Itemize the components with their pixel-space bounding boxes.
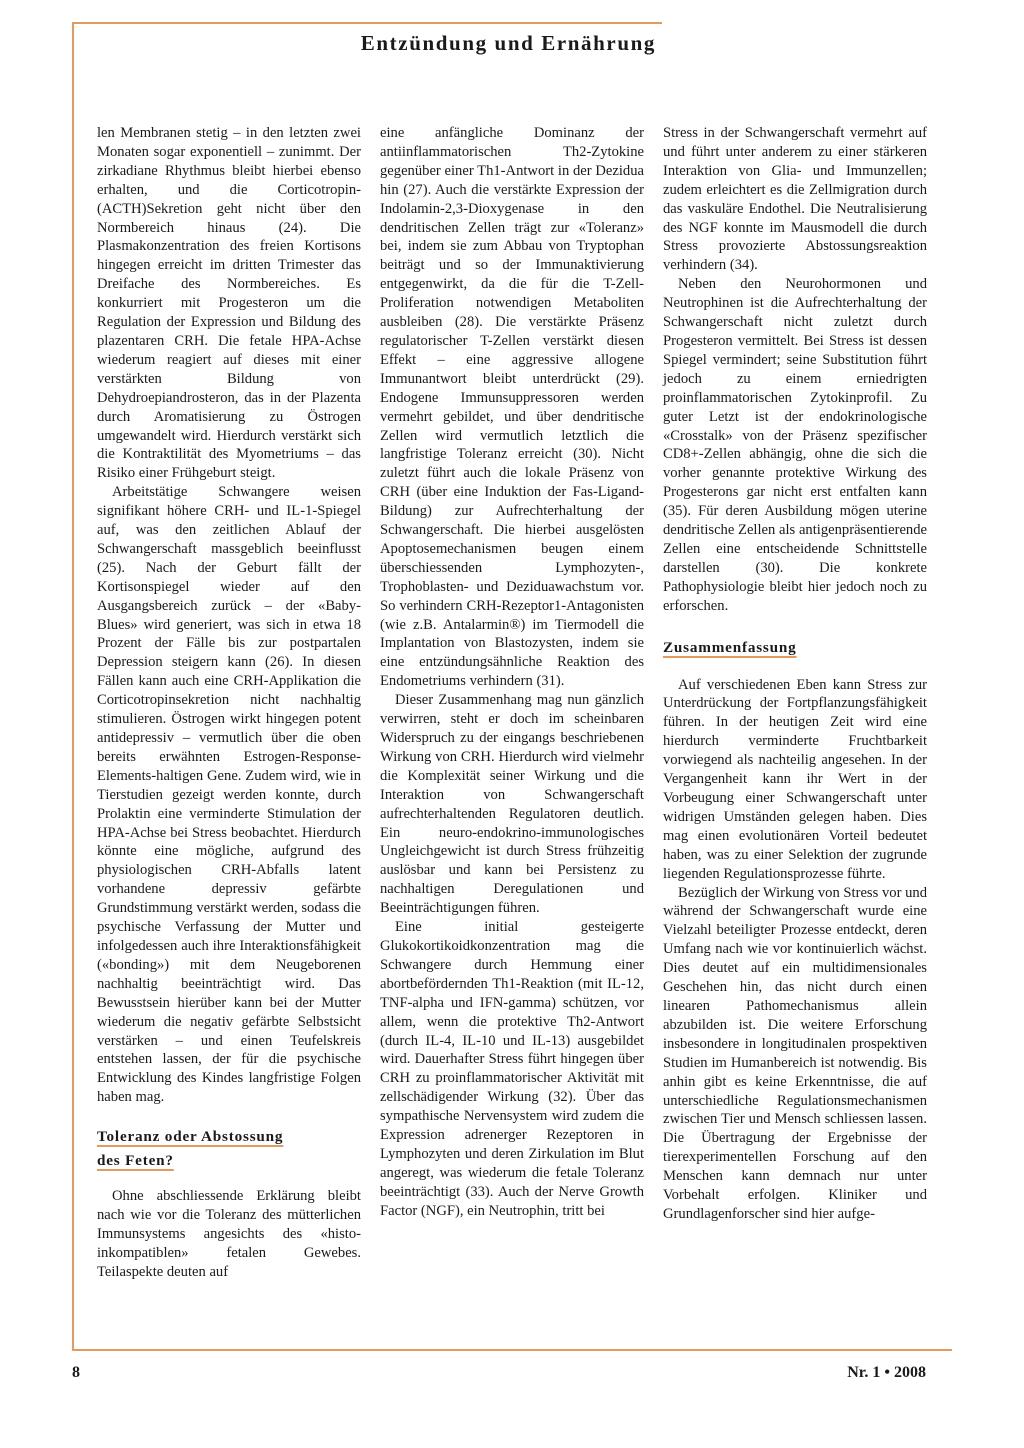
paragraph: Bezüglich der Wirkung von Stress vor und während der Schwangerschaft wurde eine Vielzahl beteiligter Prozesse entdeckt, deren Umfang nach wie vor kontinuierlich wächst. Dies deutet auf ein multidimensionales Geschehen hin, das nicht durch einen linearen Pathomechanismus allein abzubilden ist. Die weitere Erforschung insbesondere in longitudinalen prospektiven Studien im Humanbereich ist notwendig. Bis anhin gibt es keine Erkenntnisse, die auf unterschiedliche Regulationsmechanismen zwischen Tier und Mensch schliessen lassen. Die Übertragung der Ergebnisse der tierexperimentellen Forschung auf den Menschen kann demnach nur unter Vorbehalt erfolgen. Kliniker und Grundlagenforscher sind hier aufge- bbox=[663, 884, 927, 1222]
frame-top-rule bbox=[72, 22, 662, 24]
frame-left-rule bbox=[72, 22, 74, 1350]
running-header-title: Entzündung und Ernährung bbox=[360, 31, 656, 55]
paragraph: Eine initial gesteigerte Glukokortikoidkonzentration mag die Schwangere durch Hemmung einer abortbefördernden Th1-Reaktion (mit IL-12, TNF-alpha und IFN-gamma) schützen, vor allem, wenn die protektive Th2-Antwort (durch IL-4, IL-10 und IL-13) ausgebildet wird. Dauerhafter Stress führt hingegen über CRH zu proinflammatorischer Aktivität mit zellschädigender Wirkung (32). Über das sympathische Nervensystem wird zudem die Expression adrenerger Rezeptoren in Lymphozyten und deren Zirkulation im Blut angeregt, was wiederum die fetale Toleranz beeinträchtigt (33). Auch der Nerve Growth Factor (NGF), ein Neutrophin, tritt bei bbox=[380, 919, 644, 1219]
section-heading-zusammenfassung bbox=[663, 636, 927, 660]
paragraph: eine anfängliche Dominanz der antiinflammatorischen Th2-Zytokine gegenüber einer Th1-Antwort in der Dezidua hin (27). Auch die verstärkte Expression der Indolamin-2,3-Dioxygenase in den dendritischen Zellen trägt zur «Toleranz» bei, indem sie zum Abbau von Tryptophan beiträgt und so der Immunaktivierung entgegenwirkt, da die für die T-Zell-Proliferation notwendigen Metaboliten ausbleiben (28). Die verstärkte Präsenz regulatorischer T-Zellen verstärkt diesen Effekt – eine aggressive allogene Immunantwort bleibt unterdrückt (29). Endogene Immunsuppressoren werden vermehrt gebildet, und über dendritische Zellen wird vermutlich letztlich die langfristige Toleranz erreicht (30). Nicht zuletzt führt auch die lokale Präsenz von CRH (über eine Induktion der Fas-Ligand-Bildung) zur Aufrechterhaltung der Schwangerschaft. Die hierbei ausgelösten Apoptosemechanismen beugen einem überschiessenden Lymphozyten-, Trophoblasten- und Deziduawachstum vor. So verhindern CRH-Rezeptor1-Antagonisten (wie z.B. Antalarmin®) im Tiermodell die Implantation von Blastozysten, indem sie eine entzündungsähnliche Reaktion des Endometriums verhindern (31). bbox=[380, 125, 644, 690]
heading-line: Toleranz oder Abstossung bbox=[97, 1128, 284, 1146]
paragraph: Stress in der Schwangerschaft vermehrt auf und führt unter anderem zu einer stärkeren Interaktion von Glia- und Immunzellen; zudem erleichtert es die Zellmigration durch das vaskuläre Endothel. Die Neutralisierung des NGF konnte im Mausmodell die durch Stress provozierte Abstossungsreaktion verhindern (34). bbox=[663, 125, 927, 274]
paragraph: len Membranen stetig – in den letzten zwei Monaten sogar exponentiell – zunimmt. Der zirkadiane Rhythmus bleibt hierbei ebenso erhalten, und die Corticotropin-(ACTH)Sekretion geht nicht über den Normbereich hinaus (24). Die Plasmakonzentration des freien Kortisons hingegen erreicht im dritten Trimester das Dreifache des Normbereiches. Es konkurriert mit Progesteron um die Regulation der Expression und Bildung des plazentaren CRH. Die fetale HPA-Achse wiederum reagiert auf dieses mit einer verstärkten Bildung von Dehydroepiandrosteron, das in der Plazenta durch Aromatisierung zu Östrogen umgewandelt wird. Hierdurch verstärkt sich die Kontraktilität des Myometriums – das Risiko einer Frühgeburt steigt. bbox=[97, 125, 361, 482]
issue-label: Nr. 1 • 2008 bbox=[847, 1364, 926, 1381]
heading-line: des Feten? bbox=[97, 1152, 174, 1170]
paragraph: Ohne abschliessende Erklärung bleibt nach wie vor die Toleranz des mütterlichen Immunsystems angesichts des «histo-inkompatiblen» fetalen Gewebes. Teilaspekte deuten auf bbox=[97, 1188, 361, 1280]
paragraph: Arbeitstätige Schwangere weisen signifikant höhere CRH- und IL-1-Spiegel auf, was den zeitlichen Ablauf der Schwangerschaft massgeblich beeinflusst (25). Nach der Geburt fällt der Kortisonspiegel wieder auf den Ausgangsbereich zurück – der «Baby-Blues» wird generiert, was sich in etwa 18 Prozent der Fälle bis zur postpartalen Depression steigern kann (26). In diesen Fällen kann auch eine CRH-Applikation die Corticotropinsekretion nicht nachhaltig stimulieren. Östrogen wirkt hingegen potent antidepressiv – vermutlich über die oben bereits erwähnten Estrogen-Response-Elements-haltigen Gene. Zudem wird, wie in Tierstudien gezeigt werden konnte, durch Prolaktin eine verminderte Stimulation der HPA-Achse bei Stress beobachtet. Hierdurch könnte eine mögliche, aufgrund des physiologischen CRH-Abfalls latent vorhandene depressiv gefärbte Grundstimmung verstärkt werden, sodass die psychische Verfassung der Mutter und infolgedessen auch ihre Interaktionsfähigkeit («bonding») mit dem Neugeborenen nachhaltig beeinträchtigt wird. Das Bewusstsein hierüber kann bei der Mutter wiederum die negativ gefärbte Selbstsicht verstärken – und einen Teufelskreis entstehen lassen, der für die psychische Entwicklung des Kindes langfristige Folgen haben mag. bbox=[97, 484, 361, 1106]
heading-text: Zusammenfassung bbox=[663, 638, 797, 656]
text-column-2 bbox=[380, 124, 644, 1221]
frame-bottom-rule bbox=[72, 1349, 952, 1351]
page-number: 8 bbox=[72, 1364, 80, 1381]
paragraph: Neben den Neurohormonen und Neutrophinen ist die Aufrechterhaltung der Schwangerschaft nicht zuletzt durch Progesteron vermittelt. Bei Stress ist dessen Spiegel vermindert; seine Substitution führt jedoch zu einem erniedrigten proinflammatorischen Zytokinprofil. Zu guter Letzt ist der endokrinologische «Crosstalk» von der Präsenz spezifischer CD8+-Zellen abhängig, ohne die sich die vorher genannte protektive Wirkung des Progesterons gar nicht erst entfalten kann (35). Für deren Ausbildung mögen uterine dendritische Zellen als antigenpräsentierende Zellen eine entscheidende Schnittstelle darstellen (30). Die konkrete Pathophysiologie bleibt hier jedoch noch zu erforschen. bbox=[663, 276, 927, 614]
text-column-1 bbox=[97, 124, 361, 1282]
text-column-3 bbox=[663, 124, 927, 1224]
paragraph: Dieser Zusammenhang mag nun gänzlich verwirren, steht er doch im scheinbaren Widerspruch zu der eingangs beschriebenen Wirkung von CRH. Hierdurch wird vielmehr die Komplexität seiner Wirkung und die Interaktion von Schwangerschaft aufrechterhaltenden Regulatoren deutlich. Ein neuro-endokrino-immunologisches Ungleichgewicht ist durch Stress frühzeitig auslösbar und kann bei Persistenz zu nachhaltigen Deregulationen und Beeinträchtigungen führen. bbox=[380, 692, 644, 917]
paragraph: Auf verschiedenen Eben kann Stress zur Unterdrückung der Fortpflanzungsfähigkeit führen. In der heutigen Zeit wird eine hierdurch verminderte Fruchtbarkeit vorwiegend als nachteilig angesehen. In der Vergangenheit kann ihr Wert in der Vorbeugung einer Schwangerschaft unter widrigen Umständen gelegen haben. Dies mag einen evolutionären Vorteil bedeutet haben, was zu einer Selektion der zugrunde liegenden Regulationsprozesse führte. bbox=[663, 676, 927, 882]
section-heading-toleranz bbox=[97, 1125, 361, 1173]
